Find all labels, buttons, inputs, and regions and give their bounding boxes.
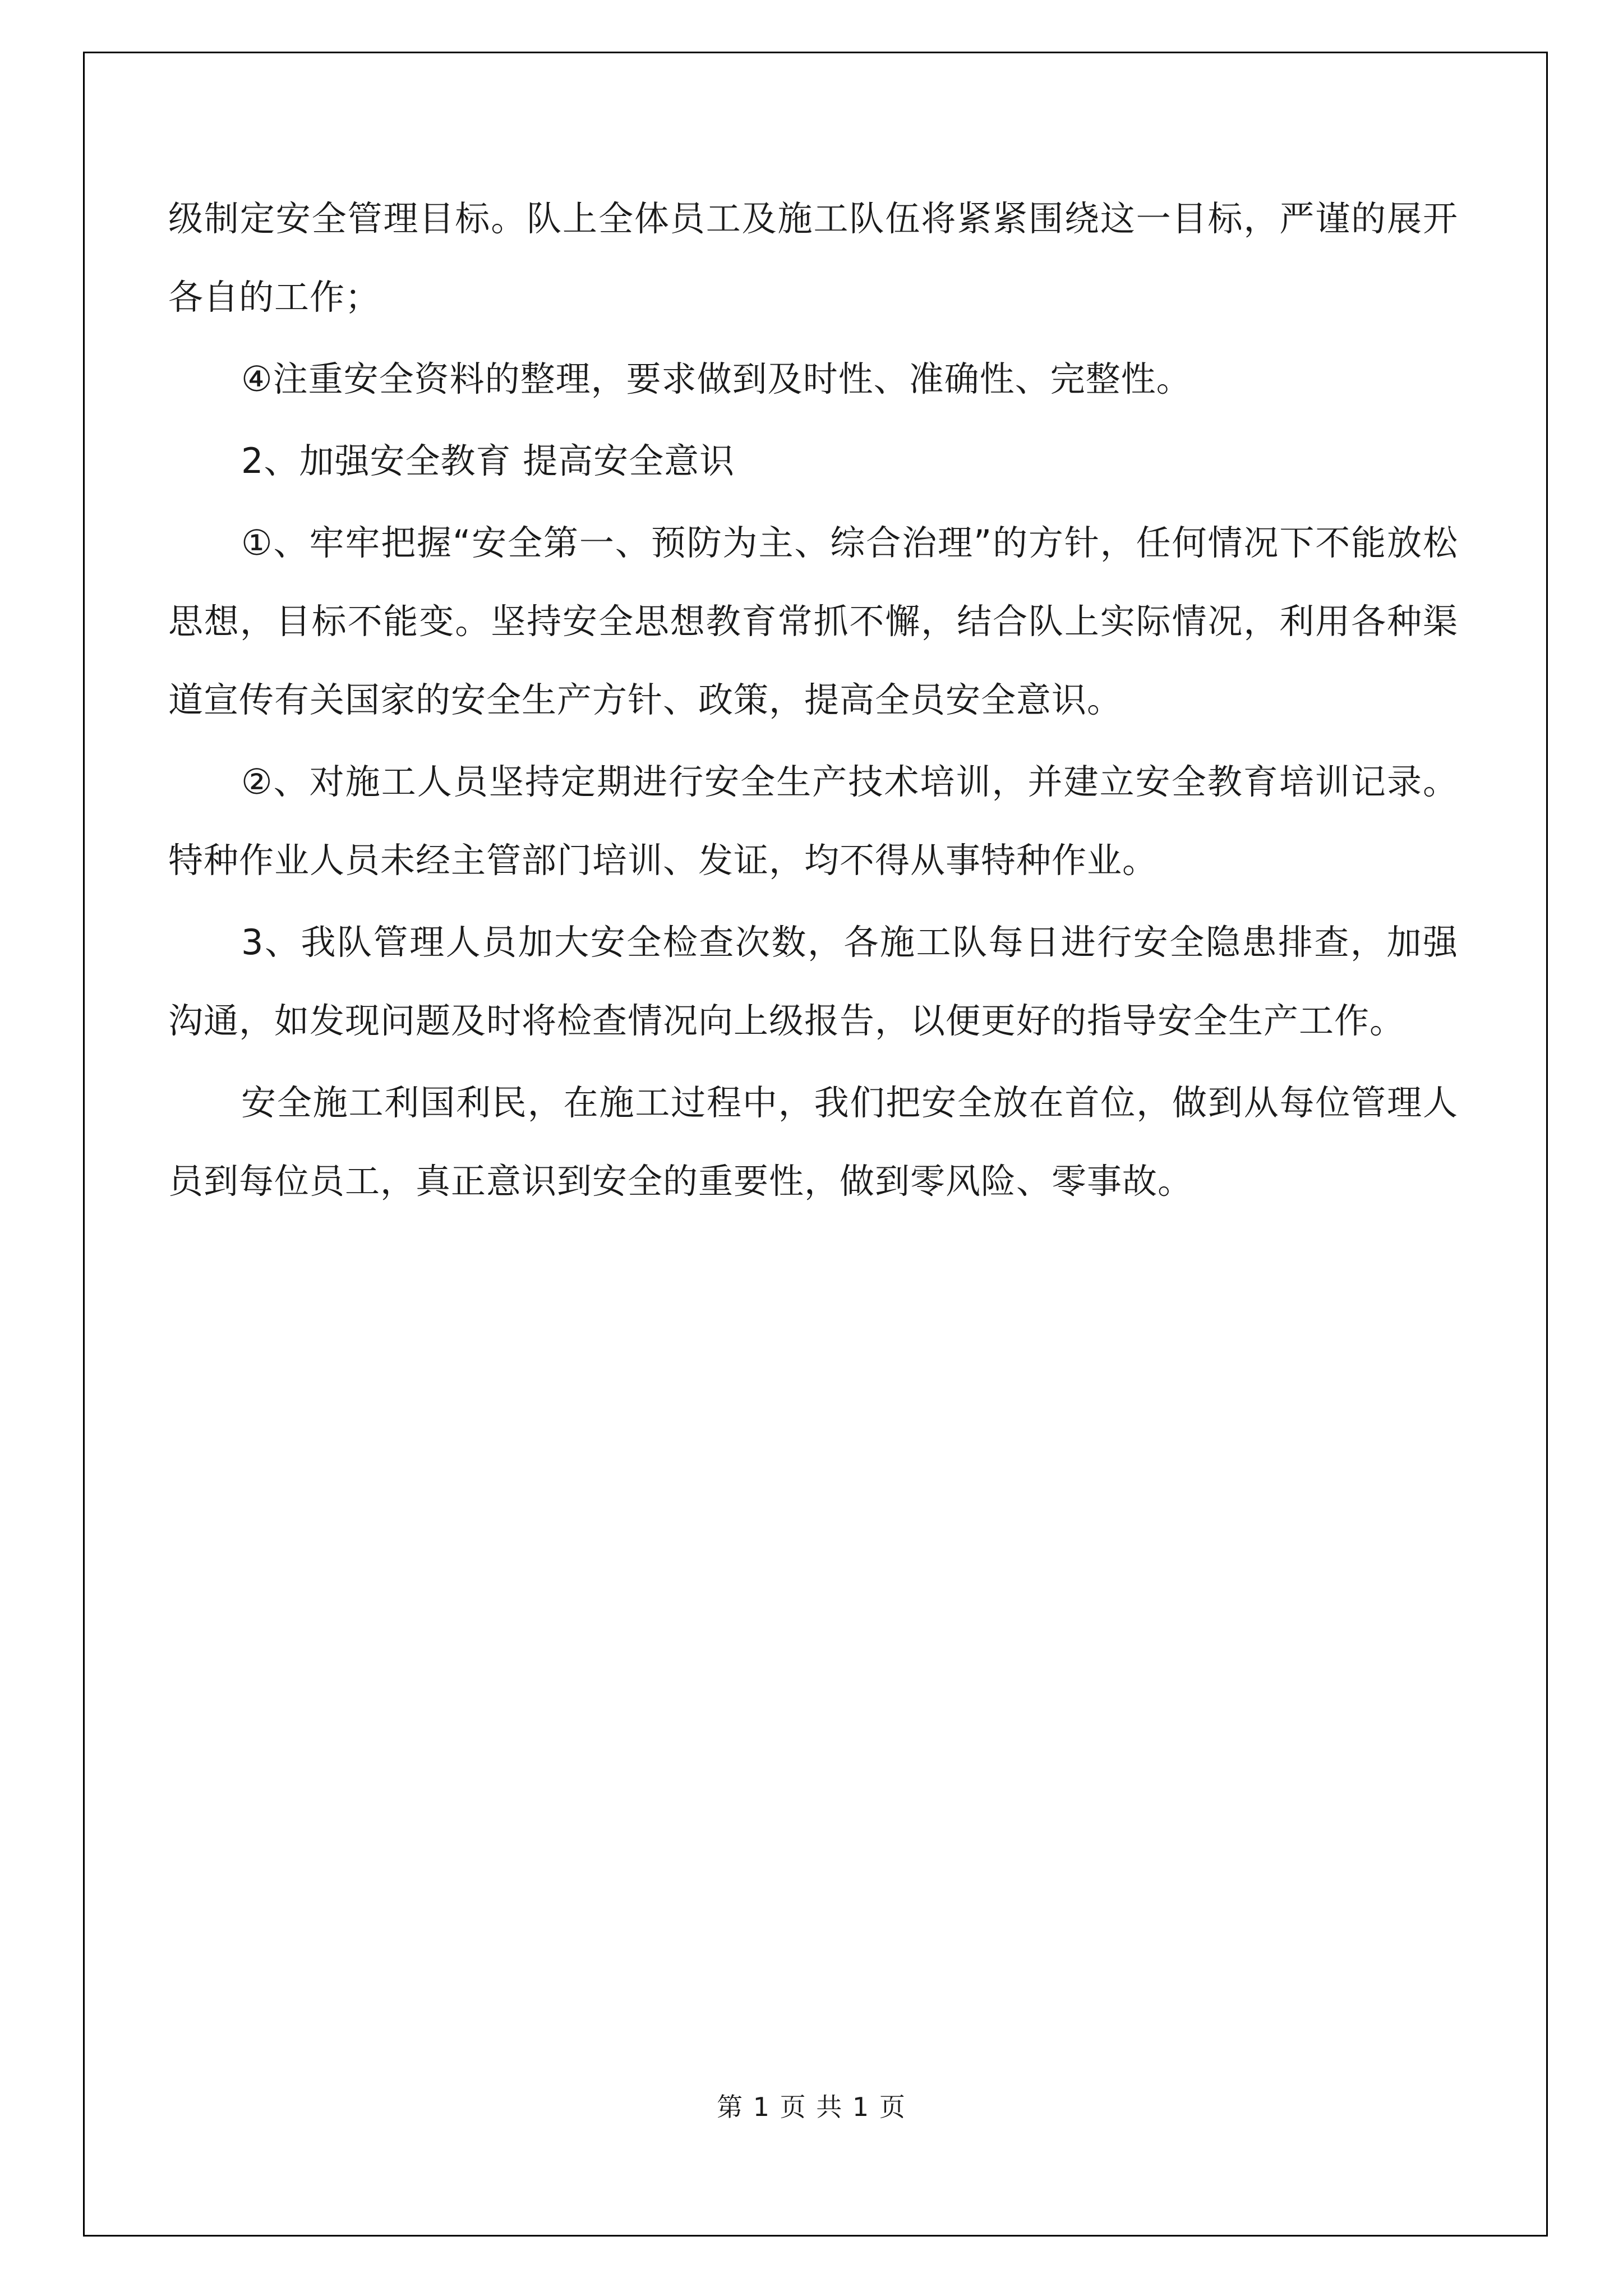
page-footer: 第 1 页 共 1 页 (717, 2092, 906, 2122)
paragraph: 3、我队管理人员加大安全检查次数，各施工队每日进行安全隐患排查，加强沟通，如发现问题及时将检查情况向上级报告，以便更好的指导安全生产工作。 (168, 922, 1458, 1041)
paragraph: 安全施工利国利民，在施工过程中，我们把安全放在首位，做到从每位管理人员到每位员工，真正意识到安全的重要性，做到零风险、零事故。 (168, 1082, 1458, 1202)
document-body (168, 180, 1458, 1224)
paragraph: 级制定安全管理目标。队上全体员工及施工队伍将紧紧围绕这一目标，严谨的展开各自的工作； (168, 198, 1458, 318)
paragraph: ④注重安全资料的整理，要求做到及时性、准确性、完整性。 (241, 358, 1192, 399)
paragraph: ②、对施工人员坚持定期进行安全生产技术培训，并建立安全教育培训记录。特种作业人员未经主管部门培训、发证，均不得从事特种作业。 (168, 761, 1458, 881)
paragraph: 2、加强安全教育 提高安全意识 (241, 440, 735, 481)
paragraph: ①、牢牢把握“安全第一、预防为主、综合治理”的方针，任何情况下不能放松思想，目标不能变。坚持安全思想教育常抓不懈，结合队上实际情况，利用各种渠道宣传有关国家的安全生产方针、政策，提高全员安全意识。 (168, 522, 1458, 720)
